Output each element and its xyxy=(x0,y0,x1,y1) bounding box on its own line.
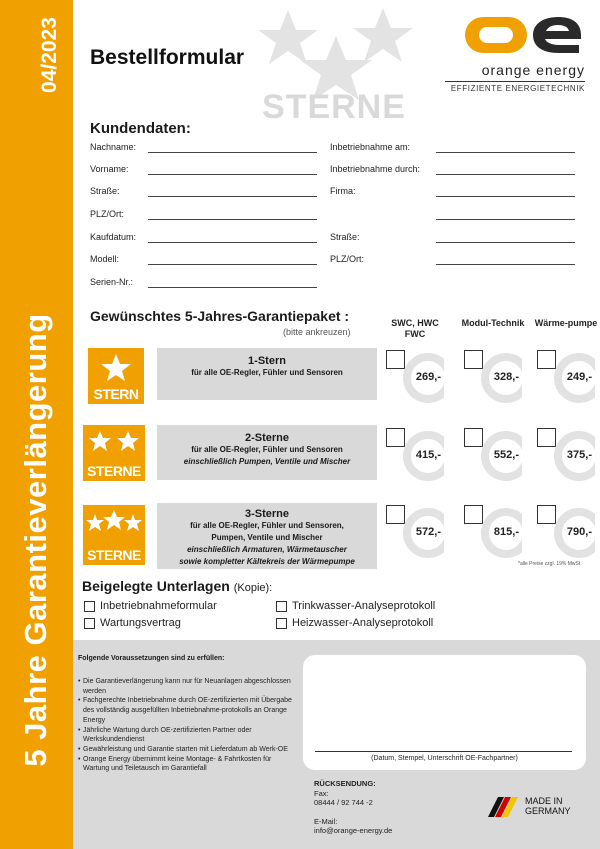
doc-label: Inbetriebnahmeformular xyxy=(100,600,217,612)
package-subtitle: (bitte ankreuzen) xyxy=(283,327,351,337)
price-cell xyxy=(402,352,444,404)
side-title: 5 Jahre Garantieverlängerung xyxy=(18,313,53,767)
made-in-germany xyxy=(525,796,571,816)
doc-label: Trinkwasser-Analyseprotokoll xyxy=(292,600,436,612)
column-header-modul: Modul-Technik xyxy=(461,318,525,328)
documents-title: Beigelegte Unterlagen xyxy=(82,578,230,594)
price-1-stern-waermepumpe: 249,- xyxy=(566,371,592,383)
package-name: 1-Stern xyxy=(248,355,286,367)
package-desc-extra: einschließlich Pumpen, Ventile und Mischer xyxy=(183,457,351,466)
doc-option-trinkwasser[interactable] xyxy=(276,600,435,612)
field-modell[interactable] xyxy=(148,264,317,265)
stars-wordmark: STERNE xyxy=(262,88,406,126)
field-plz-ort[interactable] xyxy=(148,219,317,220)
field-label-firma-plz-ort: PLZ/Ort: xyxy=(330,254,365,264)
list-item: • Gewährleistung und Garantie starten mit Lieferdatum ab Werk-OE xyxy=(78,745,293,755)
package-row-1-stern xyxy=(157,348,377,400)
requirements-list xyxy=(78,677,293,774)
field-label-nachname: Nachname: xyxy=(90,142,137,152)
price-note: *alle Preise zzgl. 19% MwSt xyxy=(518,561,581,567)
documents-heading xyxy=(82,578,272,594)
side-bar xyxy=(0,0,73,849)
badge-1-stern xyxy=(88,348,144,404)
column-header-waermepumpe: Wärme-pumpe xyxy=(534,318,598,328)
price-cell xyxy=(553,352,595,404)
badge-3-sterne xyxy=(83,505,145,565)
page-title: Bestellformular xyxy=(90,46,245,69)
doc-label: Wartungsvertrag xyxy=(100,617,181,629)
email-address[interactable]: info@orange-energy.de xyxy=(314,826,393,835)
price-cell xyxy=(480,507,522,559)
requirements-heading: Folgende Voraussetzungen sind zu erfüllen: xyxy=(78,655,225,662)
price-cell xyxy=(553,430,595,482)
doc-option-inbetriebnahmeformular[interactable] xyxy=(84,600,217,612)
field-label-firma-strasse: Straße: xyxy=(330,232,360,242)
signature-line xyxy=(315,751,572,752)
field-label-firma: Firma: xyxy=(330,186,356,196)
field-label-modell: Modell: xyxy=(90,254,120,264)
package-name: 2-Sterne xyxy=(244,432,290,444)
package-row-2-sterne xyxy=(157,425,377,480)
field-vorname[interactable] xyxy=(148,174,317,175)
made-in-line-1: MADE IN xyxy=(525,796,563,806)
field-inbetriebnahme-durch[interactable] xyxy=(436,174,575,175)
return-info xyxy=(314,779,392,836)
documents-subtitle: (Kopie): xyxy=(233,582,273,594)
signature-caption: (Datum, Stempel, Unterschrift OE-Fachpartner) xyxy=(371,755,518,762)
customer-data-heading: Kundendaten: xyxy=(90,120,191,137)
field-label-serien-nr: Serien-Nr.: xyxy=(90,277,134,287)
field-label-plz-ort: PLZ/Ort: xyxy=(90,209,125,219)
price-cell xyxy=(480,430,522,482)
return-heading: RÜCKSENDUNG: xyxy=(314,779,376,788)
price-cell xyxy=(480,352,522,404)
field-strasse[interactable] xyxy=(148,196,317,197)
price-3-sterne-swc: 572,- xyxy=(415,526,441,538)
german-flag-icon xyxy=(488,797,518,817)
doc-option-heizwasser[interactable] xyxy=(276,617,433,629)
field-firma-plz-ort[interactable] xyxy=(436,264,575,265)
field-firma[interactable] xyxy=(436,196,575,197)
form-date: 04/2023 xyxy=(38,17,61,93)
field-kaufdatum[interactable] xyxy=(148,242,317,243)
oe-logo-icon xyxy=(463,14,583,56)
field-label-strasse: Straße: xyxy=(90,186,120,196)
package-desc-2: Pumpen, Ventile und Mischer xyxy=(211,533,323,542)
package-desc-extra-2: sowie kompletter Kältekreis der Wärmepumpe xyxy=(179,557,355,566)
price-2-sterne-modul: 552,- xyxy=(493,449,519,461)
price-2-sterne-waermepumpe: 375,- xyxy=(566,449,592,461)
badge-label: STERNE xyxy=(87,463,141,479)
list-item: • Jährliche Wartung durch OE-zertifizierten Partner oder Werkskundendienst xyxy=(78,726,293,745)
list-item: • Die Garantieverlängerung kann nur für Neuanlagen abgeschlossen werden xyxy=(78,677,293,696)
field-label-inbetriebnahme-am: Inbetriebnahme am: xyxy=(330,142,411,152)
list-item: • Fachgerechte Inbetriebnahme durch OE-zertifizierten mit Übergabe des vollständig ausgefüllten Inbetriebnahme-protokolls an Orange Energy xyxy=(78,696,293,725)
fax-number: 08444 / 92 744 -2 xyxy=(314,798,373,807)
signature-box[interactable] xyxy=(303,655,586,770)
package-name: 3-Sterne xyxy=(244,508,290,520)
price-2-sterne-swc: 415,- xyxy=(415,449,441,461)
doc-checkbox[interactable] xyxy=(84,618,95,629)
badge-label: STERNE xyxy=(87,547,141,563)
email-label: E-Mail: xyxy=(314,816,338,826)
doc-label: Heizwasser-Analyseprotokoll xyxy=(292,617,434,629)
doc-checkbox[interactable] xyxy=(276,618,287,629)
fax-label: Fax: xyxy=(314,788,329,798)
price-cell xyxy=(402,430,444,482)
brand-name: orange energy xyxy=(481,62,585,78)
badge-2-sterne xyxy=(83,425,145,481)
doc-checkbox[interactable] xyxy=(276,601,287,612)
package-desc-extra: einschließlich Armaturen, Wärmetauscher xyxy=(187,545,347,554)
package-row-3-sterne xyxy=(157,503,377,569)
badge-label: STERN xyxy=(93,386,139,402)
price-3-sterne-modul: 815,- xyxy=(493,526,519,538)
list-item: • Orange Energy übernimmt keine Montage- & Fahrtkosten für Wartung und Teiletausch im Garantiefall xyxy=(78,755,293,774)
field-label-vorname: Vorname: xyxy=(90,164,129,174)
price-3-sterne-waermepumpe: 790,- xyxy=(566,526,592,538)
field-inbetriebnahme-am[interactable] xyxy=(436,152,575,153)
logo-divider xyxy=(445,81,585,82)
column-header-swc: SWC, HWC FWC xyxy=(391,318,439,339)
price-cell xyxy=(402,507,444,559)
price-1-stern-swc: 269,- xyxy=(415,371,441,383)
field-label-inbetriebnahme-durch: Inbetriebnahme durch: xyxy=(330,164,421,174)
field-label-kaufdatum: Kaufdatum: xyxy=(90,232,137,242)
brand-tagline: EFFIZIENTE ENERGIETECHNIK xyxy=(450,84,585,93)
package-desc: für alle OE-Regler, Fühler und Sensoren xyxy=(191,445,343,454)
doc-checkbox[interactable] xyxy=(84,601,95,612)
field-firma-line-2[interactable] xyxy=(436,219,575,220)
price-cell xyxy=(553,507,595,559)
made-in-line-2: GERMANY xyxy=(525,806,571,816)
price-1-stern-modul: 328,- xyxy=(493,371,519,383)
field-firma-strasse[interactable] xyxy=(436,242,575,243)
doc-option-wartungsvertrag[interactable] xyxy=(84,617,181,629)
package-desc: für alle OE-Regler, Fühler und Sensoren, xyxy=(190,521,344,530)
brand-logo xyxy=(445,14,585,93)
field-nachname[interactable] xyxy=(148,152,317,153)
package-heading: Gewünschtes 5-Jahres-Garantiepaket : xyxy=(90,308,350,324)
field-serien-nr[interactable] xyxy=(148,287,317,288)
package-desc: für alle OE-Regler, Fühler und Sensoren xyxy=(191,368,343,377)
